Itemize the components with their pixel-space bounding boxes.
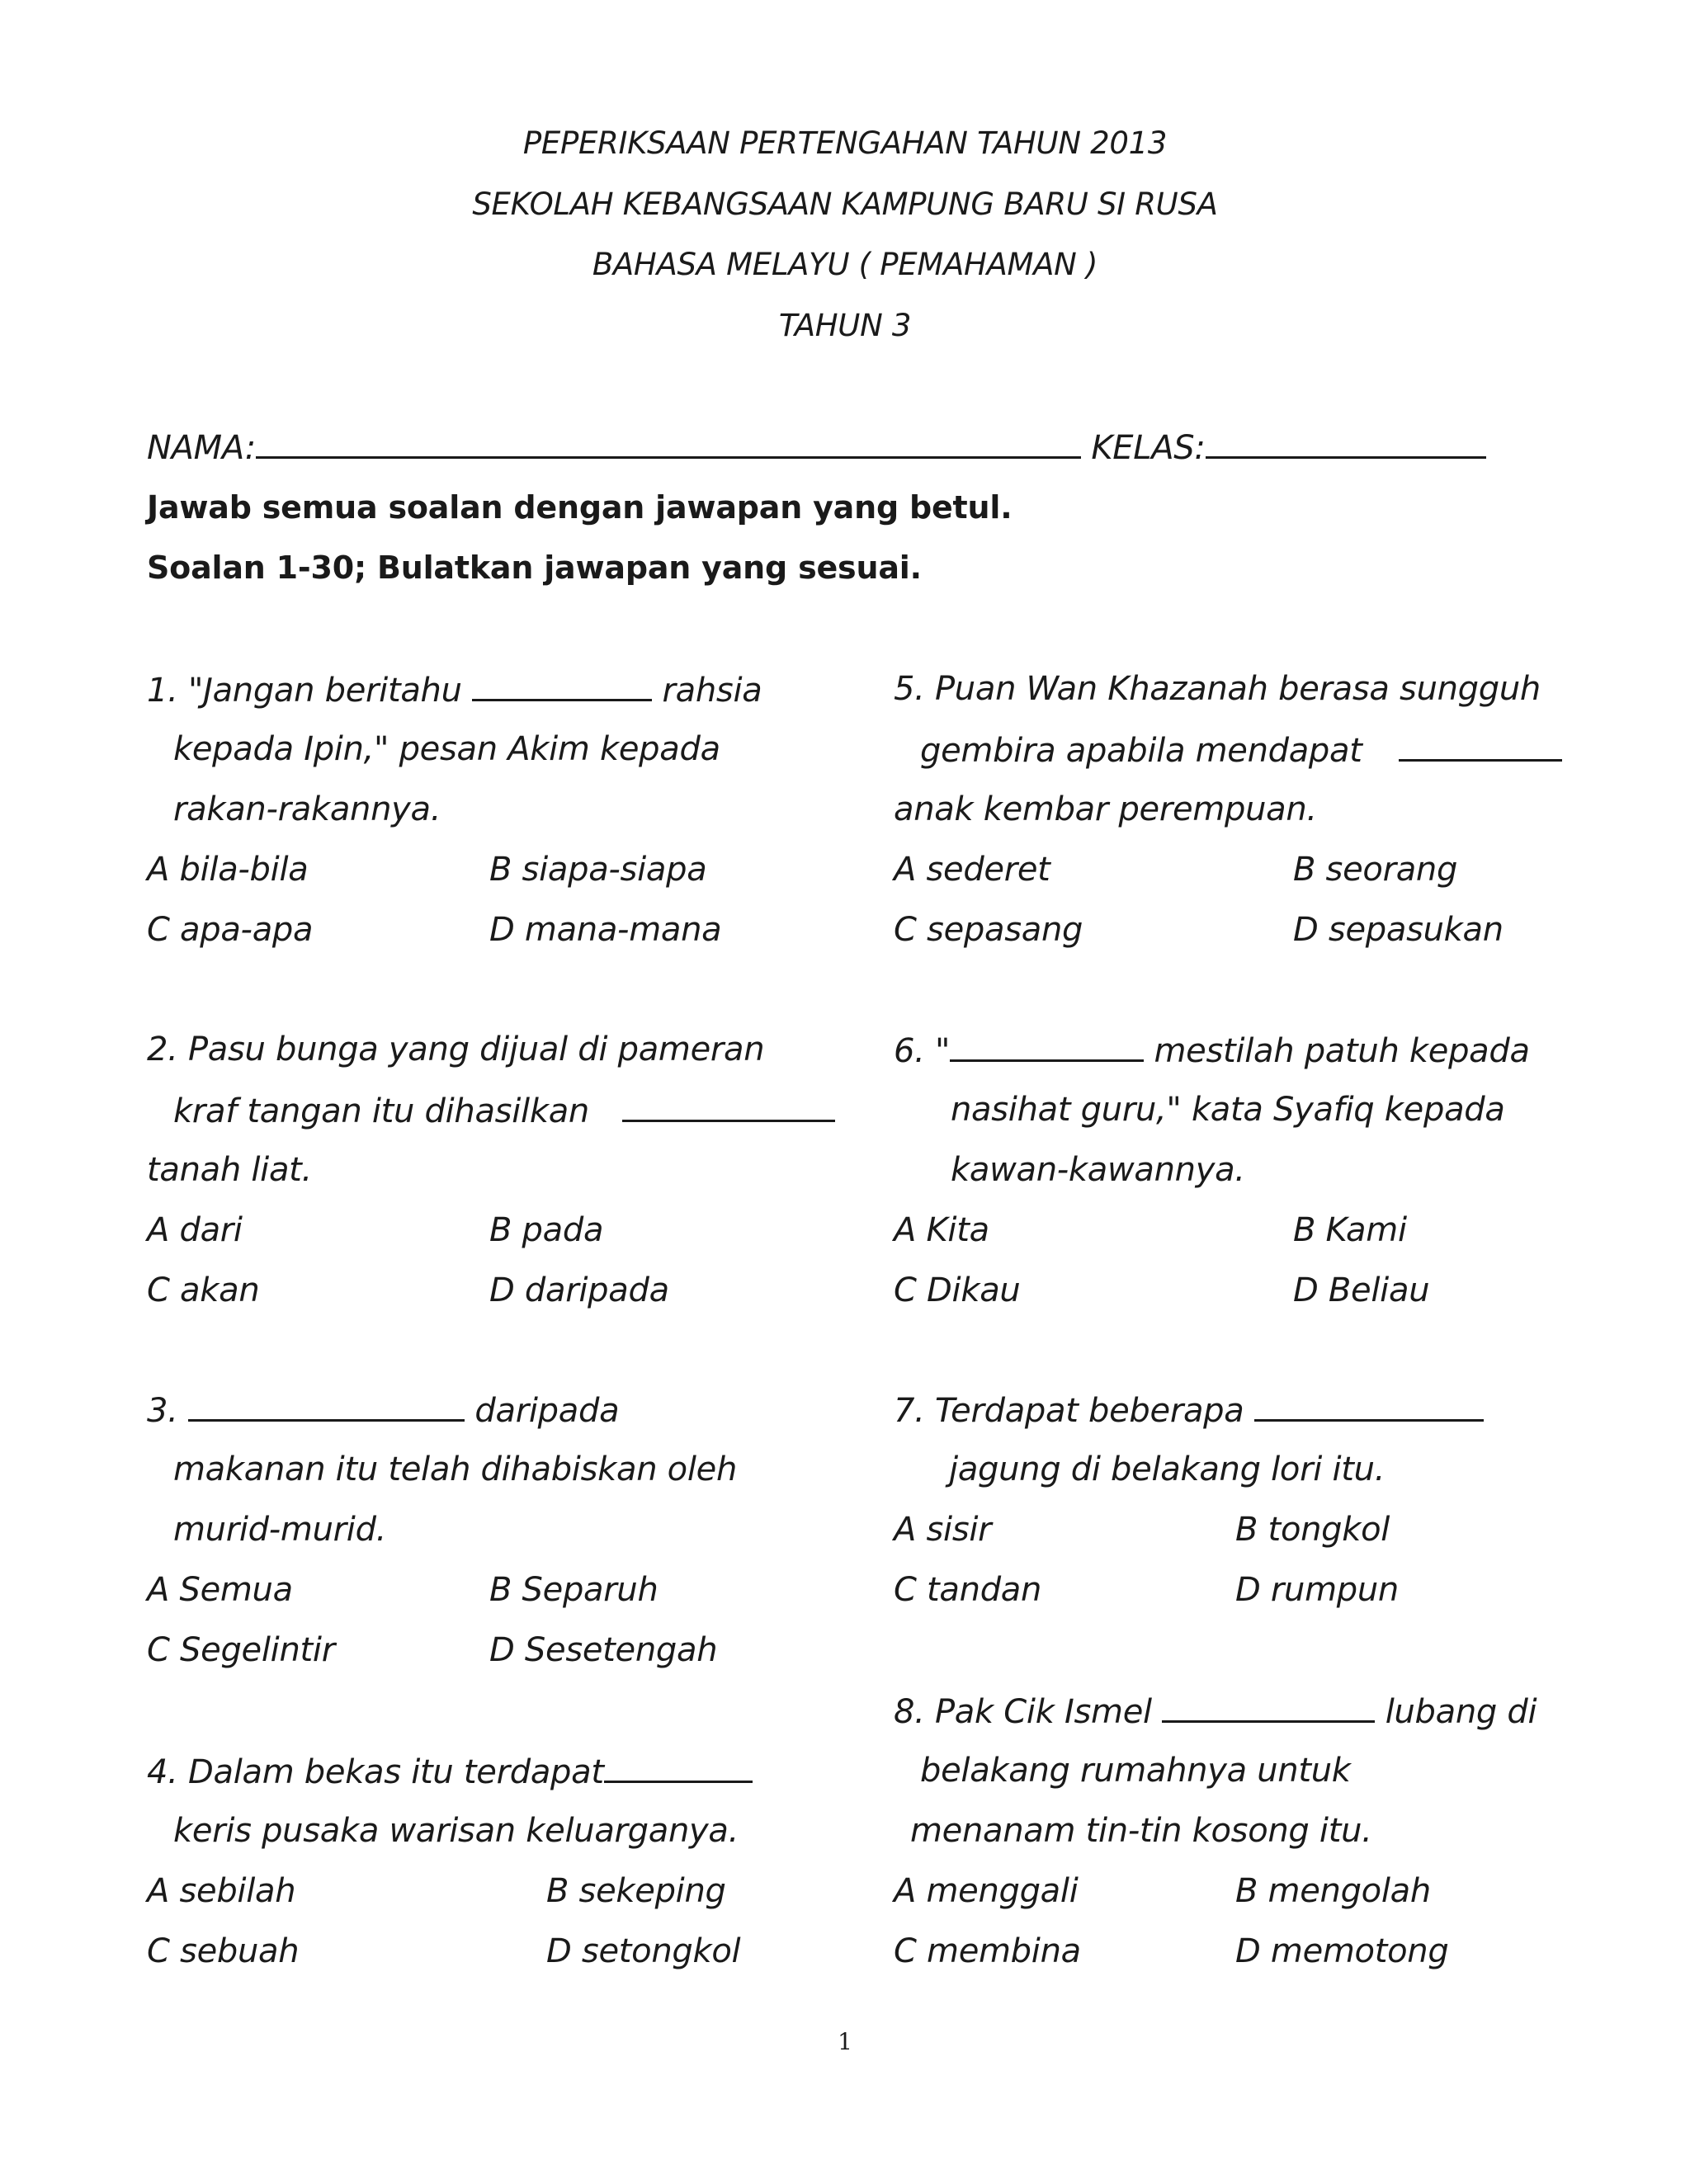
q4-line-2: keris pusaka warisan keluarganya. [173, 1812, 739, 1850]
q5-line-2 [920, 729, 1562, 771]
nama-label: NAMA: [147, 429, 256, 467]
q2-line-2 [173, 1090, 835, 1131]
q7-option-c[interactable]: C tandan [894, 1571, 1042, 1609]
q6-line-1 [894, 1030, 1530, 1071]
q6-option-c[interactable]: C Dikau [894, 1271, 1021, 1309]
q2-option-a[interactable]: A dari [147, 1211, 243, 1249]
q8-line-1 [894, 1691, 1537, 1732]
q4-option-d[interactable]: D setongkol [546, 1932, 741, 1970]
year-level: TAHUN 3 [778, 308, 912, 343]
q2-option-b[interactable]: B pada [489, 1211, 604, 1249]
q4-option-b[interactable]: B sekeping [546, 1872, 726, 1910]
q6-option-b[interactable]: B Kami [1293, 1211, 1407, 1249]
q8-line-3: menanam tin-tin kosong itu. [910, 1812, 1372, 1850]
q8-blank[interactable] [1162, 1691, 1375, 1723]
school-name: SEKOLAH KEBANGSAAN KAMPUNG BARU SI RUSA [472, 186, 1218, 222]
q6-text: mestilah patuh kepada [1154, 1032, 1530, 1070]
q1-line-3: rakan-rakannya. [173, 790, 441, 828]
q3-option-c[interactable]: C Segelintir [147, 1631, 335, 1669]
q4-line-1 [147, 1751, 753, 1792]
instruction-2: Soalan 1-30; Bulatkan jawapan yang sesuai. [147, 550, 922, 586]
q6-blank[interactable] [950, 1030, 1144, 1062]
exam-title: PEPERIKSAAN PERTENGAHAN TAHUN 2013 [522, 125, 1168, 161]
q1-option-d[interactable]: D mana-mana [489, 911, 722, 949]
subject-name: BAHASA MELAYU ( PEMAHAMAN ) [592, 247, 1098, 282]
q1-text: 1. "Jangan beritahu [147, 672, 462, 710]
q8-option-b[interactable]: B mengolah [1235, 1872, 1431, 1910]
q7-option-b[interactable]: B tongkol [1235, 1511, 1390, 1549]
q5-option-a[interactable]: A sederet [894, 851, 1050, 889]
q3-text: 3. [147, 1392, 178, 1430]
q4-blank[interactable] [604, 1751, 753, 1783]
instruction-1: Jawab semua soalan dengan jawapan yang betul. [147, 489, 1013, 526]
q1-line-1 [147, 669, 762, 710]
q4-option-c[interactable]: C sebuah [147, 1932, 300, 1970]
q7-line-1 [894, 1389, 1484, 1431]
kelas-label: KELAS: [1091, 429, 1206, 467]
q5-option-d[interactable]: D sepasukan [1293, 911, 1504, 949]
q4-option-a[interactable]: A sebilah [147, 1872, 296, 1910]
q8-text: 8. Pak Cik Ismel [894, 1693, 1152, 1731]
q1-option-a[interactable]: A bila-bila [147, 851, 309, 889]
q2-option-d[interactable]: D daripada [489, 1271, 669, 1309]
q6-option-d[interactable]: D Beliau [1293, 1271, 1430, 1309]
q7-blank[interactable] [1254, 1389, 1484, 1422]
q1-option-b[interactable]: B siapa-siapa [489, 851, 707, 889]
q2-text: kraf tangan itu dihasilkan [173, 1092, 589, 1130]
q5-blank[interactable] [1399, 729, 1562, 762]
q8-option-c[interactable]: C membina [894, 1932, 1081, 1970]
q1-blank[interactable] [472, 669, 652, 701]
q3-line-2: makanan itu telah dihabiskan oleh [173, 1450, 738, 1488]
q3-blank[interactable] [188, 1389, 465, 1422]
q6-text: 6. " [894, 1032, 951, 1070]
q8-text: lubang di [1385, 1693, 1537, 1731]
q3-line-1 [147, 1389, 619, 1431]
page-number: 1 [838, 2028, 852, 2055]
q8-option-a[interactable]: A menggali [894, 1872, 1079, 1910]
q5-line-1: 5. Puan Wan Khazanah berasa sungguh [894, 670, 1541, 708]
q3-line-3: murid-murid. [173, 1511, 387, 1549]
q5-option-c[interactable]: C sepasang [894, 911, 1083, 949]
q6-line-2: nasihat guru," kata Syafiq kepada [951, 1091, 1505, 1129]
q6-option-a[interactable]: A Kita [894, 1211, 989, 1249]
q7-text: 7. Terdapat beberapa [894, 1392, 1244, 1430]
q8-line-2: belakang rumahnya untuk [920, 1752, 1351, 1790]
q4-text: 4. Dalam bekas itu terdapat [147, 1753, 604, 1791]
q6-line-3: kawan-kawannya. [951, 1151, 1245, 1189]
student-info-row [147, 427, 1486, 468]
q2-line-3: tanah liat. [147, 1151, 312, 1189]
q3-option-d[interactable]: D Sesetengah [489, 1631, 718, 1669]
q2-option-c[interactable]: C akan [147, 1271, 260, 1309]
q7-option-d[interactable]: D rumpun [1235, 1571, 1399, 1609]
q2-line-1: 2. Pasu bunga yang dijual di pameran [147, 1031, 765, 1068]
q2-blank[interactable] [622, 1090, 835, 1122]
q8-option-d[interactable]: D memotong [1235, 1932, 1449, 1970]
q1-line-2: kepada Ipin," pesan Akim kepada [173, 730, 720, 768]
q3-option-b[interactable]: B Separuh [489, 1571, 659, 1609]
q3-option-a[interactable]: A Semua [147, 1571, 293, 1609]
q7-line-2: jagung di belakang lori itu. [949, 1450, 1386, 1488]
kelas-blank[interactable] [1206, 427, 1486, 459]
q5-text: gembira apabila mendapat [920, 732, 1362, 770]
q7-option-a[interactable]: A sisir [894, 1511, 992, 1549]
q5-line-3: anak kembar perempuan. [894, 790, 1317, 828]
nama-blank[interactable] [256, 427, 1081, 459]
q5-option-b[interactable]: B seorang [1293, 851, 1458, 889]
q3-text: daripada [474, 1392, 620, 1430]
q1-text: rahsia [662, 672, 762, 710]
q1-option-c[interactable]: C apa-apa [147, 911, 314, 949]
